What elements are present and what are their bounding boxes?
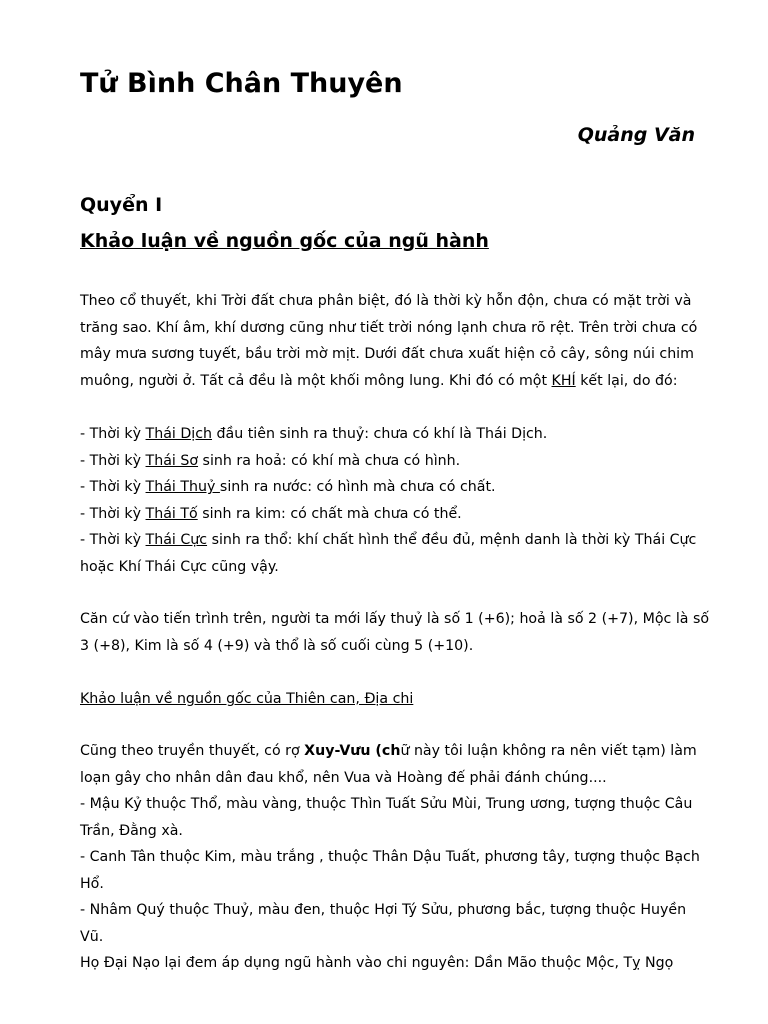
period-term: Thái Cực	[145, 532, 208, 548]
volume-heading: Quyển I	[80, 194, 163, 216]
period-prefix: - Thời kỳ	[80, 532, 146, 548]
intro-line-4	[80, 368, 700, 395]
legend-line-3: - Mậu Kỷ thuộc Thổ, màu vàng, thuộc Thìn Tuất Sửu Mùi, Trung ương, tượng thuộc Câu	[80, 796, 693, 812]
period-text: sinh ra hoả: có khí mà chưa có hình.	[198, 452, 461, 469]
period-term: Thái Dịch	[145, 426, 213, 442]
legend-line-9: Họ Đại Nạo lại đem áp dụng ngũ hành vào chi nguyên: Dần Mão thuộc Mộc, Tỵ Ngọ	[80, 955, 674, 971]
list-item	[80, 527, 700, 554]
section-subheading: Khảo luận về nguồn gốc của Thiên can, Địa chi	[80, 691, 414, 707]
intro-paragraph	[80, 288, 700, 394]
legend-paragraph	[80, 738, 700, 977]
legend-line-5: - Canh Tân thuộc Kim, màu trắng , thuộc Thân Dậu Tuất, phương tây, tượng thuộc Bạch	[80, 849, 700, 865]
legend-line-1-end: ữ này tôi luận không ra nên viết tạm) làm	[400, 743, 697, 759]
list-item	[80, 421, 700, 448]
intro-line-1: Theo cổ thuyết, khi Trời đất chưa phân biệt, đó là thời kỳ hỗn độn, chưa có mặt trời và	[80, 293, 692, 309]
legend-line-1	[80, 738, 700, 765]
list-item	[80, 474, 700, 501]
document-title: Tử Bình Chân Thuyên	[80, 68, 403, 99]
period-term: Thái Sơ	[145, 452, 199, 469]
period-prefix: - Thời kỳ	[80, 479, 146, 495]
legend-line-4: Trần, Đằng xà.	[80, 822, 183, 839]
period-text: sinh ra thổ: khí chất hình thể đều đủ, mệnh danh là thời kỳ Thái Cực	[207, 532, 697, 548]
list-item	[80, 448, 700, 475]
khi-term: KHÍ	[551, 372, 576, 389]
author-name: Quảng Văn	[577, 124, 695, 146]
chapter-heading: Khảo luận về nguồn gốc của ngũ hành	[80, 230, 489, 252]
legend-line-7: - Nhâm Quý thuộc Thuỷ, màu đen, thuộc Hợi Tý Sửu, phương bắc, tượng thuộc Huyền	[80, 902, 687, 918]
legend-line-6: Hổ.	[80, 875, 104, 892]
period-prefix: - Thời kỳ	[80, 426, 146, 442]
intro-line-2: trăng sao. Khí âm, khí dương cũng như tiết trời nóng lạnh chưa rõ rệt. Trên trời chưa có	[80, 319, 698, 336]
period-text: sinh ra nước: có hình mà chưa có chất.	[219, 479, 496, 495]
numbers-line-1: Căn cứ vào tiến trình trên, người ta mới lấy thuỷ là số 1 (+6); hoả là số 2 (+7), Mộc là số	[80, 611, 710, 627]
intro-line-3: mây mưa sương tuyết, bầu trời mờ mịt. Dưới đất chưa xuất hiện cỏ cây, sông núi chim	[80, 346, 694, 362]
legend-line-8: Vũ.	[80, 928, 104, 945]
legend-line-2: loạn gây cho nhân dân đau khổ, nên Vua và Hoàng đế phải đánh chúng....	[80, 769, 607, 786]
numbers-line-2: 3 (+8), Kim là số 4 (+9) và thổ là số cuối cùng 5 (+10).	[80, 637, 474, 654]
period-term: Thái Tố	[145, 505, 198, 522]
period-text: đầu tiên sinh ra thuỷ: chưa có khí là Thái Dịch.	[212, 426, 548, 442]
period-prefix: - Thời kỳ	[80, 452, 146, 469]
list-item-continuation: hoặc Khí Thái Cực cũng vậy.	[80, 558, 279, 575]
xuy-vuu-term: Xuy-Vưu (ch	[304, 743, 401, 759]
legend-line-1-start: Cũng theo truyền thuyết, có rợ	[80, 743, 305, 759]
period-text: sinh ra kim: có chất mà chưa có thể.	[197, 505, 462, 522]
intro-line-4-start: muông, người ở. Tất cả đều là một khối mông lung. Khi đó có một	[80, 372, 552, 389]
numbers-paragraph	[80, 606, 710, 659]
period-prefix: - Thời kỳ	[80, 505, 146, 522]
periods-list	[80, 421, 700, 580]
period-term: Thái Thuỷ	[145, 479, 220, 495]
list-item	[80, 501, 700, 528]
intro-line-4-end: kết lại, do đó:	[575, 372, 678, 389]
